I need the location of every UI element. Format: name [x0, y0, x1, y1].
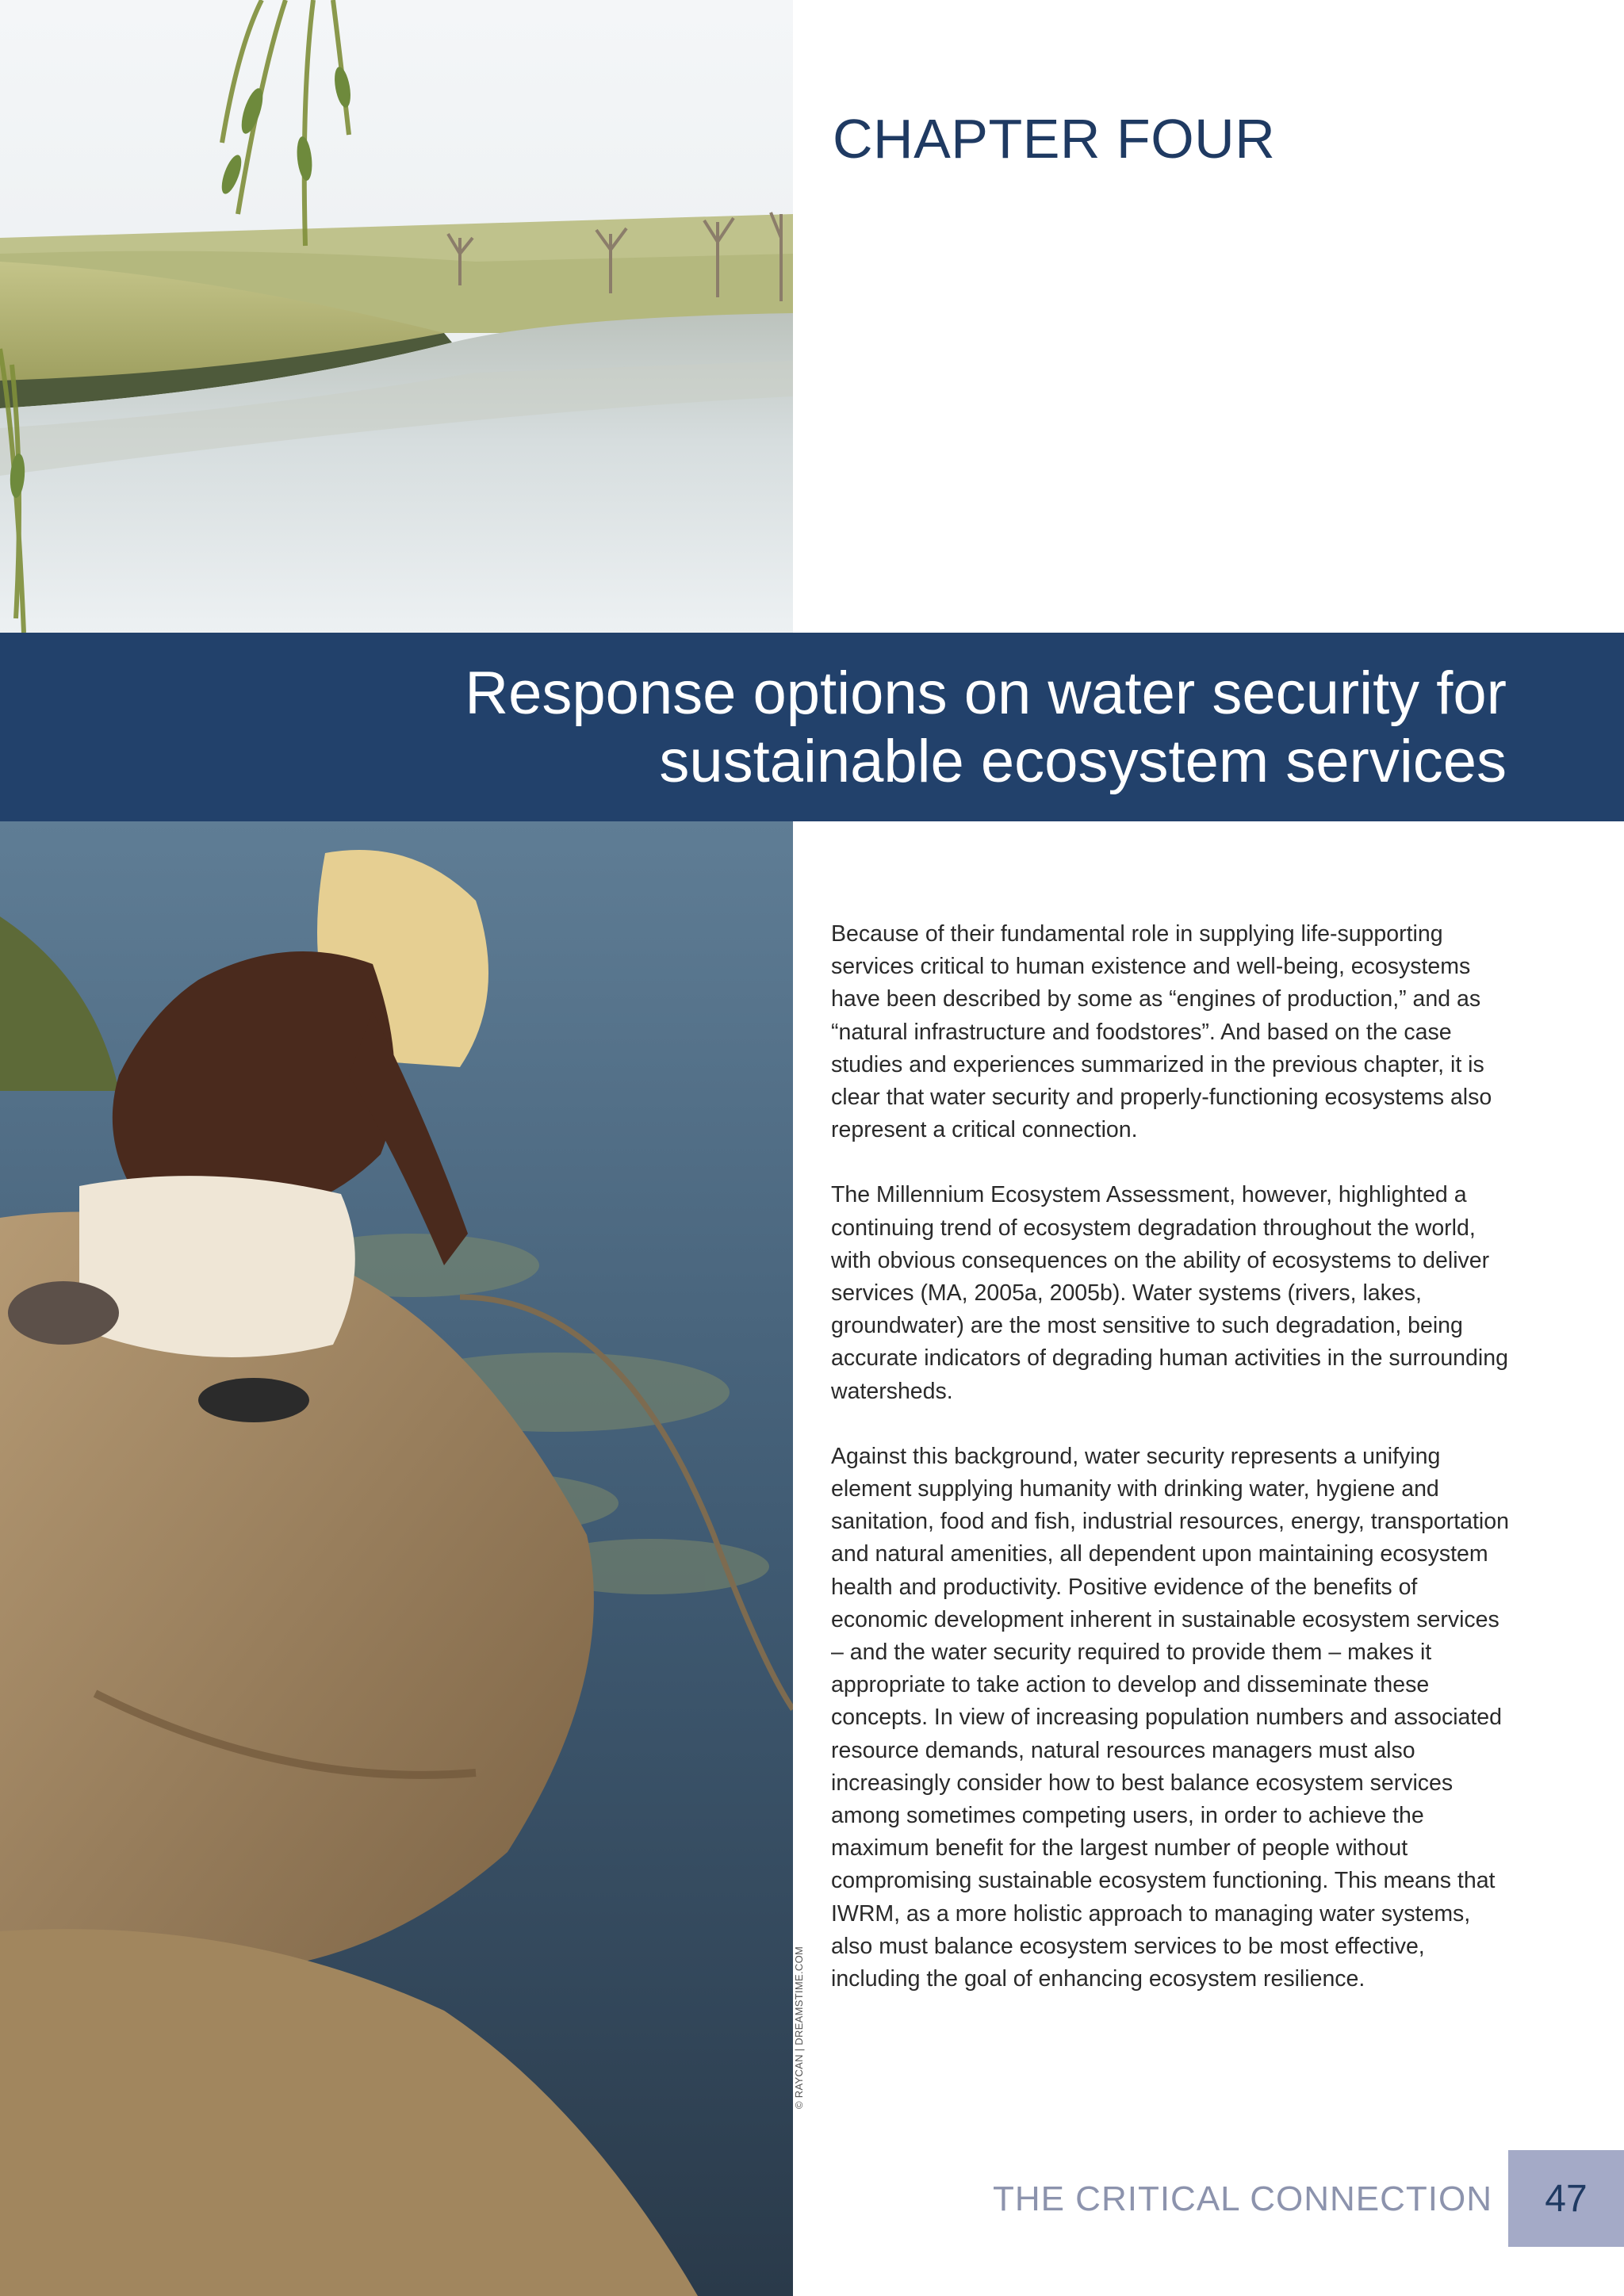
title-band — [0, 633, 1624, 821]
paragraph: The Millennium Ecosystem Assessment, however, highlighted a continuing trend of ecosystem degradation throughout the world, with obvious consequences on the ability of ecosystems to deliver services (MA, 2005a, 2005b). Water systems (rivers, lakes, groundwater) are the most sensitive to such degradation, being accurate indicators of degrading human activities in the surrounding watersheds. — [831, 1182, 1508, 1404]
page-number: 47 — [1545, 2178, 1588, 2220]
river-landscape-photo — [0, 0, 793, 633]
paragraph: Against this background, water security represents a unifying element supplying humanity with drinking water, hygiene and sanitation, food and fish, industrial resources, energy, transportation and natural amenities, all dependent upon maintaining ecosystem health and productivity. Positive evidence of the benefits of economic development inherent in sustainable ecosystem services – and the water security required to provide them – makes it appropriate to take action to develop and disseminate these concepts. In view of increasing population numbers and associated resource demands, natural resources managers must also increasingly consider how to best balance ecosystem services among sometimes competing users, in order to achieve the maximum benefit for the largest number of people without compromising sustainable ecosystem functioning. This means that IWRM, as a more holistic approach to managing water systems, also must balance ecosystem services to be most effective, including the goal of enhancing ecosystem resilience. — [831, 1443, 1509, 1992]
body-text — [831, 918, 1513, 2028]
photo-credit: © RAYCAN | DREAMSTIME.COM — [793, 1946, 805, 2109]
page-title-line-2: sustainable ecosystem services — [659, 728, 1507, 795]
page-title-line-1: Response options on water security for — [465, 660, 1507, 727]
page-number-box — [1508, 2150, 1624, 2247]
running-footer: THE CRITICAL CONNECTION — [992, 2179, 1492, 2218]
page-title — [238, 660, 1507, 796]
paragraph: Because of their fundamental role in supplying life-supporting services critical to human existence and well-being, ecosystems have been described by some as “engines of production,” and as “natural infrastructure and foodstores”. And based on the case studies and experiences summarized in the previous chapter, it is clear that water security and properly-functioning ecosystems also represent a critical connection. — [831, 921, 1492, 1143]
chapter-label: CHAPTER FOUR — [833, 108, 1276, 170]
child-by-river-photo — [0, 821, 793, 2296]
